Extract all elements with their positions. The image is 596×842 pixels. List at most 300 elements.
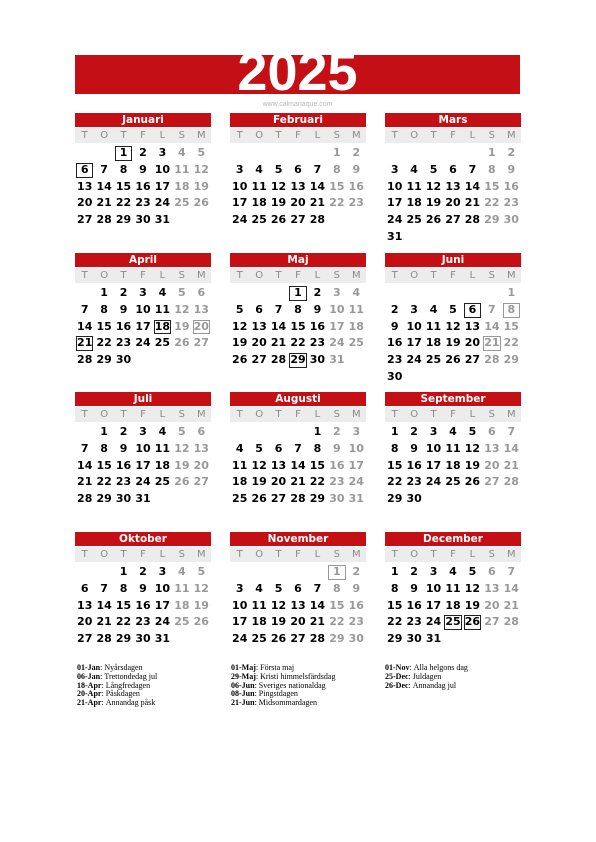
day-cell: 17 [425, 598, 442, 612]
holiday-name: Annandag påsk [105, 698, 156, 708]
day-cell: 13 [77, 179, 93, 193]
month-title: Mars [385, 113, 521, 127]
day-cell: 10 [329, 302, 345, 316]
day-cell: 20 [77, 196, 93, 210]
day-cell: 8 [390, 441, 399, 455]
day-cell: 12 [193, 581, 209, 595]
days-grid [75, 424, 211, 508]
day-cell: 25 [232, 492, 248, 506]
holiday-date: 01-Nov [385, 663, 410, 672]
weekday-label: T [275, 270, 282, 281]
day-cell: 1 [333, 146, 341, 159]
day-cell: 19 [425, 196, 442, 210]
day-cell: 28 [309, 213, 326, 227]
weekday-label: O [410, 549, 419, 560]
day-cell: 7 [294, 441, 302, 455]
weekday-label: M [351, 409, 361, 420]
day-cell: 30 [115, 492, 132, 506]
holiday-date: 25-Dec [385, 671, 409, 681]
day-cell: 1 [390, 425, 399, 438]
month-juli [75, 392, 211, 508]
day-cell: 15 [290, 319, 306, 333]
weekday-label: S [488, 409, 496, 420]
day-cell: 6 [488, 565, 496, 578]
day-cell: 7 [80, 302, 89, 316]
weekday-label: O [410, 130, 419, 141]
holiday-separator: : [409, 663, 412, 672]
day-cell: 10 [406, 319, 422, 333]
day-cell: 14 [270, 319, 287, 333]
day-cell: 3 [139, 286, 147, 299]
holiday-day-cell: 8 [503, 303, 520, 318]
day-cell: 10 [387, 179, 403, 193]
month-title: September [385, 392, 521, 406]
month-juni [385, 253, 521, 386]
day-cell: 17 [135, 319, 151, 333]
weekday-label: M [506, 130, 516, 141]
day-cell: 27 [270, 492, 287, 506]
day-cell: 19 [464, 458, 481, 472]
holiday-date: 21-Apr [77, 698, 102, 708]
holiday-name: Påskdagen [105, 689, 140, 699]
weekday-label: L [159, 409, 166, 420]
day-cell: 26 [464, 475, 481, 489]
day-cell: 27 [77, 213, 93, 227]
day-cell: 8 [100, 302, 108, 316]
weekday-label: T [391, 549, 398, 560]
day-cell: 24 [154, 615, 171, 629]
day-cell: 29 [115, 632, 132, 646]
day-cell: 4 [178, 565, 186, 578]
day-cell: 11 [174, 162, 190, 176]
day-cell: 2 [507, 146, 516, 159]
day-cell: 9 [390, 319, 399, 333]
weekday-label: L [314, 409, 321, 420]
holiday-day-cell: 26 [464, 615, 481, 629]
day-cell: 4 [410, 162, 418, 176]
day-cell: 28 [464, 213, 481, 227]
day-cell: 23 [115, 475, 132, 489]
day-cell: 7 [507, 425, 516, 438]
weekday-label: O [255, 130, 264, 141]
day-cell: 22 [329, 196, 345, 210]
day-cell: 7 [100, 162, 108, 176]
weekday-label: O [255, 409, 264, 420]
day-cell: 21 [270, 336, 287, 350]
day-cell: 8 [100, 441, 108, 455]
day-cell: 17 [154, 179, 171, 193]
holiday-day-cell: 6 [76, 163, 93, 178]
day-cell: 14 [290, 458, 306, 472]
weekday-label: S [333, 130, 341, 141]
day-cell: 4 [235, 441, 244, 455]
holiday-name: Långfredagen [105, 680, 151, 690]
holiday-day-cell: 21 [77, 336, 93, 350]
holiday-separator: : [408, 680, 411, 690]
weekday-label: O [100, 130, 109, 141]
weekday-label: F [450, 270, 456, 281]
day-cell: 14 [96, 598, 112, 612]
month-augusti [230, 392, 366, 508]
day-cell: 5 [255, 441, 263, 455]
day-cell: 24 [348, 475, 364, 489]
day-cell: 13 [77, 598, 93, 612]
day-cell: 10 [425, 441, 442, 455]
day-cell: 15 [115, 179, 132, 193]
day-cell: 30 [387, 369, 403, 383]
day-cell: 30 [348, 632, 364, 646]
day-cell: 23 [387, 353, 403, 367]
days-grid [230, 285, 366, 369]
day-cell: 29 [309, 492, 326, 506]
day-cell: 13 [484, 581, 500, 595]
day-cell: 31 [348, 492, 364, 506]
days-grid [385, 564, 521, 648]
day-cell: 30 [406, 632, 422, 646]
day-cell: 5 [197, 146, 206, 159]
day-cell: 8 [119, 581, 128, 595]
day-cell: 19 [251, 475, 267, 489]
weekday-label: L [159, 130, 166, 141]
weekday-label: M [196, 130, 206, 141]
weekday-label: S [178, 270, 186, 281]
day-cell: 24 [425, 475, 442, 489]
day-cell: 1 [390, 565, 399, 578]
day-cell: 9 [333, 441, 341, 455]
day-cell: 6 [255, 302, 263, 316]
day-cell: 22 [115, 196, 132, 210]
day-cell: 10 [154, 162, 171, 176]
day-cell: 20 [193, 458, 209, 472]
day-cell: 22 [309, 475, 326, 489]
month-title: Augusti [230, 392, 366, 406]
day-cell: 1 [488, 146, 496, 159]
weekday-label: L [469, 409, 476, 420]
day-cell: 21 [290, 475, 306, 489]
weekday-row [75, 547, 211, 562]
day-cell: 28 [270, 353, 287, 367]
weekday-label: T [236, 270, 243, 281]
weekday-label: T [81, 549, 88, 560]
day-cell: 10 [425, 581, 442, 595]
day-cell: 13 [464, 319, 481, 333]
day-cell: 31 [154, 213, 171, 227]
day-cell: 5 [178, 286, 186, 299]
day-cell: 19 [270, 615, 287, 629]
day-cell: 2 [390, 302, 399, 316]
weekday-label: S [488, 270, 496, 281]
weekday-label: L [314, 130, 321, 141]
day-cell: 3 [410, 302, 418, 316]
day-cell: 1 [507, 286, 516, 299]
day-cell: 3 [390, 162, 399, 176]
holiday-separator: : [254, 698, 257, 708]
day-cell: 11 [174, 581, 190, 595]
day-cell: 12 [193, 162, 209, 176]
day-cell: 17 [329, 319, 345, 333]
day-cell: 21 [96, 196, 112, 210]
holiday-separator: : [101, 689, 104, 699]
weekday-label: T [120, 549, 127, 560]
day-cell: 1 [100, 425, 108, 438]
day-cell: 9 [139, 162, 147, 176]
day-cell: 16 [135, 598, 151, 612]
holiday-date: 18-Apr [77, 680, 102, 690]
month-title: December [385, 532, 521, 546]
day-cell: 2 [410, 425, 418, 438]
day-cell: 24 [232, 632, 248, 646]
day-cell: 29 [503, 353, 519, 367]
holiday-day-cell: 25 [445, 615, 461, 629]
holiday-date: 01-Jan [77, 663, 101, 672]
weekday-label: T [430, 130, 437, 141]
day-cell: 23 [115, 336, 132, 350]
day-cell: 20 [270, 475, 287, 489]
day-cell: 24 [387, 213, 403, 227]
day-cell: 30 [115, 353, 132, 367]
day-cell: 29 [329, 632, 345, 646]
day-cell: 15 [484, 179, 500, 193]
day-cell: 30 [406, 492, 422, 506]
day-cell: 11 [232, 458, 248, 472]
day-cell: 15 [503, 319, 519, 333]
day-cell: 9 [352, 581, 361, 595]
day-cell: 4 [255, 162, 263, 176]
days-grid [75, 564, 211, 648]
day-cell: 2 [119, 286, 128, 299]
day-cell: 3 [352, 425, 361, 438]
day-cell: 4 [429, 302, 438, 316]
weekday-label: T [275, 549, 282, 560]
day-cell: 16 [309, 319, 326, 333]
day-cell: 19 [270, 196, 287, 210]
day-cell: 1 [119, 565, 128, 578]
day-cell: 22 [329, 615, 345, 629]
weekday-label: F [450, 130, 456, 141]
day-cell: 8 [488, 162, 496, 176]
day-cell: 19 [193, 598, 209, 612]
day-cell: 4 [449, 425, 457, 438]
day-cell: 17 [387, 196, 403, 210]
weekday-label: M [351, 270, 361, 281]
day-cell: 4 [449, 565, 457, 578]
days-grid [230, 424, 366, 508]
holiday-day-cell: 20 [193, 319, 209, 333]
day-cell: 13 [290, 179, 306, 193]
day-cell: 28 [484, 353, 500, 367]
day-cell: 24 [425, 615, 442, 629]
day-cell: 25 [348, 336, 364, 350]
day-cell: 9 [410, 441, 418, 455]
day-cell: 29 [96, 492, 112, 506]
holiday-separator: : [254, 680, 257, 690]
holiday-name: Sveriges nationaldag [258, 680, 326, 690]
weekday-label: L [314, 549, 321, 560]
day-cell: 11 [251, 598, 267, 612]
weekday-label: T [391, 130, 398, 141]
day-cell: 7 [488, 302, 496, 316]
weekday-label: F [450, 409, 456, 420]
day-cell: 22 [387, 615, 403, 629]
day-cell: 6 [197, 286, 206, 299]
day-cell: 6 [294, 162, 302, 176]
day-cell: 29 [115, 213, 132, 227]
holiday-name: Alla helgons dag [413, 663, 468, 672]
day-cell: 27 [484, 615, 500, 629]
day-cell: 20 [464, 336, 481, 350]
weekday-label: F [295, 409, 301, 420]
day-cell: 6 [449, 162, 457, 176]
day-cell: 21 [96, 615, 112, 629]
days-grid [385, 285, 521, 386]
day-cell: 20 [77, 615, 93, 629]
day-cell: 22 [96, 336, 112, 350]
day-cell: 6 [197, 425, 206, 438]
day-cell: 5 [197, 565, 206, 578]
weekday-label: L [159, 270, 166, 281]
day-cell: 13 [193, 302, 209, 316]
weekday-label: M [506, 270, 516, 281]
day-cell: 26 [425, 213, 442, 227]
weekday-label: S [333, 270, 341, 281]
weekday-label: S [178, 409, 186, 420]
day-cell: 26 [232, 353, 248, 367]
day-cell: 9 [119, 441, 128, 455]
weekday-label: O [255, 549, 264, 560]
day-cell: 19 [174, 319, 190, 333]
day-cell: 15 [387, 458, 403, 472]
day-cell: 18 [174, 598, 190, 612]
day-cell: 23 [406, 615, 422, 629]
day-cell: 11 [425, 319, 442, 333]
day-cell: 7 [313, 581, 322, 595]
weekday-label: O [255, 270, 264, 281]
weekday-label: T [120, 130, 127, 141]
weekday-label: L [469, 549, 476, 560]
holiday-column [231, 664, 335, 708]
day-cell: 16 [115, 319, 132, 333]
days-grid [230, 145, 366, 229]
day-cell: 21 [309, 196, 326, 210]
day-cell: 14 [96, 179, 112, 193]
day-cell: 22 [503, 336, 519, 350]
day-cell: 17 [348, 458, 364, 472]
holiday-date: 06-Jan [77, 671, 101, 681]
day-cell: 17 [425, 458, 442, 472]
day-cell: 23 [135, 196, 151, 210]
day-cell: 26 [270, 632, 287, 646]
holiday-day-cell: 1 [115, 146, 132, 161]
day-cell: 27 [193, 336, 209, 350]
day-cell: 18 [406, 196, 422, 210]
day-cell: 12 [270, 179, 287, 193]
weekday-row [75, 268, 211, 283]
month-november [230, 532, 366, 648]
day-cell: 22 [290, 336, 306, 350]
day-cell: 23 [406, 475, 422, 489]
day-cell: 3 [333, 286, 341, 299]
day-cell: 15 [96, 319, 112, 333]
month-december [385, 532, 521, 648]
day-cell: 3 [158, 146, 167, 159]
weekday-label: T [430, 270, 437, 281]
day-cell: 25 [154, 475, 171, 489]
day-cell: 9 [352, 162, 361, 176]
holiday-name: Nyårsdagen [104, 663, 143, 672]
weekday-label: M [196, 409, 206, 420]
day-cell: 9 [139, 581, 147, 595]
weekday-label: O [410, 409, 419, 420]
day-cell: 4 [158, 425, 167, 438]
day-cell: 27 [484, 475, 500, 489]
month-title: Juli [75, 392, 211, 406]
month-januari [75, 113, 211, 229]
year-title: 2025 [237, 42, 358, 102]
weekday-label: S [488, 130, 496, 141]
day-cell: 4 [178, 146, 186, 159]
day-cell: 2 [333, 425, 341, 438]
day-cell: 21 [503, 598, 519, 612]
weekday-label: T [391, 409, 398, 420]
day-cell: 5 [429, 162, 438, 176]
day-cell: 15 [329, 598, 345, 612]
weekday-row [385, 128, 521, 143]
month-mars [385, 113, 521, 246]
day-cell: 2 [139, 146, 147, 159]
weekday-row [230, 407, 366, 422]
day-cell: 28 [96, 632, 112, 646]
day-cell: 23 [348, 196, 364, 210]
weekday-label: L [159, 549, 166, 560]
day-cell: 19 [464, 598, 481, 612]
day-cell: 28 [290, 492, 306, 506]
day-cell: 25 [445, 475, 461, 489]
holiday-date: 26-Dec [385, 680, 409, 690]
weekday-label: O [100, 270, 109, 281]
holiday-day-cell: 6 [464, 303, 481, 318]
day-cell: 16 [503, 179, 519, 193]
month-september [385, 392, 521, 508]
day-cell: 26 [174, 336, 190, 350]
day-cell: 23 [329, 475, 345, 489]
day-cell: 11 [154, 302, 171, 316]
day-cell: 3 [429, 565, 438, 578]
day-cell: 19 [445, 336, 461, 350]
day-cell: 14 [309, 598, 326, 612]
day-cell: 5 [274, 581, 283, 595]
day-cell: 9 [410, 581, 418, 595]
day-cell: 28 [77, 492, 93, 506]
day-cell: 17 [232, 615, 248, 629]
weekday-label: F [140, 409, 146, 420]
day-cell: 24 [154, 196, 171, 210]
weekday-label: O [100, 409, 109, 420]
day-cell: 15 [309, 458, 326, 472]
day-cell: 9 [507, 162, 516, 176]
day-cell: 21 [309, 615, 326, 629]
weekday-row [230, 547, 366, 562]
weekday-label: M [506, 549, 516, 560]
holiday-separator: : [100, 671, 103, 681]
day-cell: 12 [174, 441, 190, 455]
month-oktober [75, 532, 211, 648]
month-title: Juni [385, 253, 521, 267]
day-cell: 2 [352, 146, 361, 159]
weekday-label: F [140, 130, 146, 141]
days-grid [75, 285, 211, 369]
day-cell: 12 [270, 598, 287, 612]
day-cell: 17 [406, 336, 422, 350]
